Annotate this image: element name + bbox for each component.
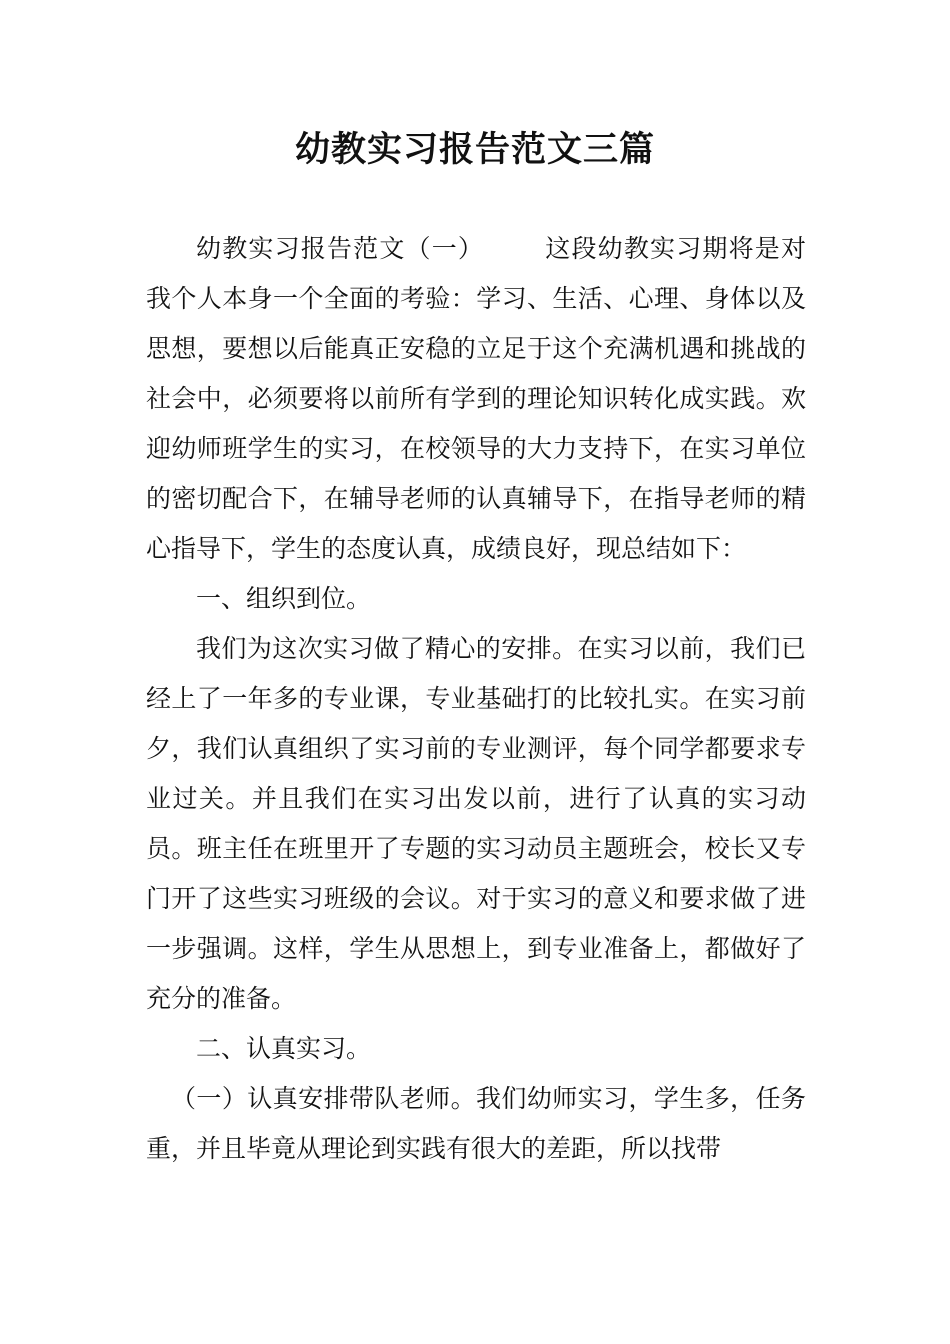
intro-text: 这段幼教实习期将是对我个人本身一个全面的考验：学习、生活、心理、身体以及思想，要想以后能真正安稳的立足于这个充满机遇和挑战的社会中，必须要将以前所有学到的理论知识转化成实践。欢迎幼师班学生的实习，在校领导的大力支持下，在实习单位的密切配合下，在辅导老师的认真辅导下，在指导老师的精心指导下，学生的态度认真，成绩良好，现总结如下：: [146, 234, 806, 563]
section-1-heading: 一、组织到位。: [196, 584, 372, 613]
document-title: 幼教实习报告范文三篇: [294, 129, 655, 170]
section-1-paragraph: 我们为这次实习做了精心的安排。在实习以前，我们已经上了一年多的专业课，专业基础打的比较扎实。在实习前夕，我们认真组织了实习前的专业测评，每个同学都要求专业过关。并且我们在实习出发以前，进行了认真的实习动员。班主任在班里开了专题的实习动员主题班会，校长又专门开了这些实习班级的会议。对于实习的意义和要求做了进一步强调。这样，学生从思想上，到专业准备上，都做好了充分的准备。: [146, 634, 806, 1013]
section-2-heading: 二、认真实习。: [196, 1034, 372, 1063]
document-body: [146, 224, 806, 1174]
intro-heading: 幼教实习报告范文（一）: [196, 234, 485, 263]
intro-paragraph: [146, 224, 806, 574]
section-2-subsection-1-paragraph: （一）认真安排带队老师。我们幼师实习，学生多，任务重，并且毕竟从理论到实践有很大的差距，所以找带: [146, 1084, 806, 1163]
